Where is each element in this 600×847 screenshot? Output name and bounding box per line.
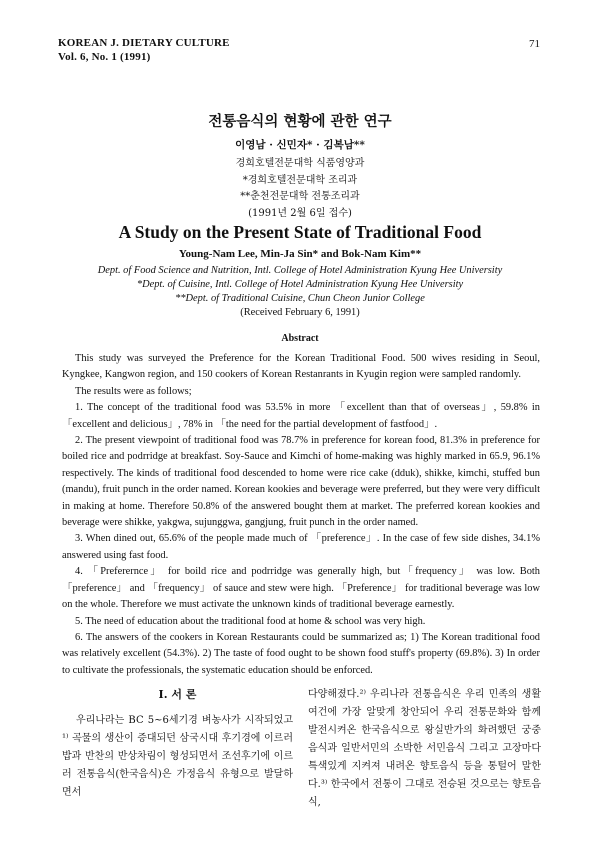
korean-title: 전통음식의 현황에 관한 연구 <box>208 113 392 130</box>
journal-name: KOREAN J. DIETARY CULTURE <box>58 37 230 49</box>
body-column-right <box>308 686 541 812</box>
section-heading-introduction: I. 서 론 <box>158 688 197 701</box>
body-column-left <box>62 686 293 802</box>
journal-header <box>58 36 230 64</box>
body-paragraph: 다양해졌다.²⁾ 우리나라 전통음식은 우리 민족의 생활여건에 가장 알맞게 창안되어 우리 전통문화와 함께 발전시켜온 한국음식으로 왕실반가의 화려했던 궁중음식과 일반서민의 소박한 서민음식 그리고 고장마다 특색있게 지켜져 내려온 향토음식 등을 통털어 말한다.³⁾ 한국에서 전통이 그대로 전승된 것으로는 향토음식, <box>308 689 541 808</box>
korean-affiliation: **춘천전문대학 전통조리과 <box>240 191 360 202</box>
abstract-paragraph: 4. 「Preferernce」 for boild rice and podrridge was generally high, but「frequency」 was low. Both 「preference」 and 「frequency」 of sauce and stew were high. 「Preference」 for traditional beverage was low on the whole. Therefore we must activate the unknown kinds of traditional beverage earnestly. <box>62 566 540 611</box>
abstract-paragraph: This study was surveyed the Preference for the Korean Traditional Food. 500 wives residing in Seoul, Kyngkee, Kangwon region, and 150 cookers of Korean Restanrants in Kyugin region were sampled randomly. <box>62 353 540 381</box>
body-paragraph: 우리나라는 BC 5~6세기경 벼농사가 시작되었고¹⁾ 곡물의 생산이 증대되던 삼국시대 후기경에 이르러 밥과 반찬의 반상차림이 형성되면서 조선후기에 이르러 전통음식(한국음식)은 가정음식 유형으로 발달하면서 <box>62 715 293 798</box>
abstract-paragraph: 5. The need of education about the traditional food at home & school was very high. <box>75 615 426 627</box>
english-received-date: (Received February 6, 1991) <box>240 307 360 318</box>
english-title: A Study on the Present State of Traditional Food <box>118 222 482 242</box>
abstract-paragraph: The results were as follows; <box>75 385 192 397</box>
korean-affiliation: 경희호텔전문대학 식품영양과 <box>235 158 365 169</box>
korean-affiliation: *경희호텔전문대학 조리과 <box>242 174 358 186</box>
abstract-paragraph: 6. The answers of the cookers in Korean Restaurants could be summarized as; 1) The Korean traditional food was relatively excellent (54.3%). 2) The taste of food ought to be shown food stuff's property (69.8%). 3) In order to cultivate the professionals, the systematic education should be enforced. <box>62 631 540 676</box>
english-affiliation: *Dept. of Cuisine, Intl. College of Hotel Administration Kyung Hee University <box>136 279 464 290</box>
english-authors: Young-Nam Lee, Min-Ja Sin* and Bok-Nam Kim** <box>178 248 422 260</box>
abstract-paragraph: 3. When dined out, 65.6% of the people made much of 「preference」. In the case of few side dishes, 34.1% answered using fast food. <box>62 533 540 561</box>
korean-received-date: (1991년 2월 6일 접수) <box>248 207 352 219</box>
journal-volume: Vol. 6, No. 1 (1991) <box>58 51 151 63</box>
english-affiliation: **Dept. of Traditional Cuisine, Chun Cheon Junior College <box>175 293 425 304</box>
abstract-body <box>62 351 540 679</box>
abstract-paragraph: 1. The concept of the traditional food was 53.5% in more 「excellent than that of overseas」, 59.8% in 「excellent and delicious」, 78% in 「the need for the partial development of fastfood」. <box>62 402 540 430</box>
korean-affiliations <box>0 156 600 222</box>
english-affiliations <box>0 264 600 320</box>
korean-authors: 이영남 · 신민자* · 김복남** <box>235 139 365 151</box>
english-affiliation: Dept. of Food Science and Nutrition, Intl. College of Hotel Administration Kyung Hee University <box>97 265 503 276</box>
abstract-heading: Abstract <box>281 333 319 344</box>
abstract-paragraph: 2. The present viewpoint of traditional food was 78.7% in preference for korean food, 81.3% in preference for boiled rice and podrridge at breakfast. Soy-Sauce and Kimchi of home-making was highly marked in 65.9, 96.1% respectively. The kinds of traditional food descended to home were rice cake (dduk), shikke, kimchi, stuffed bun (mandu), fruit punch in the order named. Korean kookies and beverage were preferred, but they were very difficult in making at home. Therefore 50.8% of the answered bought them at market. The preferred korean kookies and beverage were shikke, yakgwa, sujunggwa, gangjung, fruit punch in the order named. <box>62 435 540 529</box>
page-number: 71 <box>529 38 540 50</box>
